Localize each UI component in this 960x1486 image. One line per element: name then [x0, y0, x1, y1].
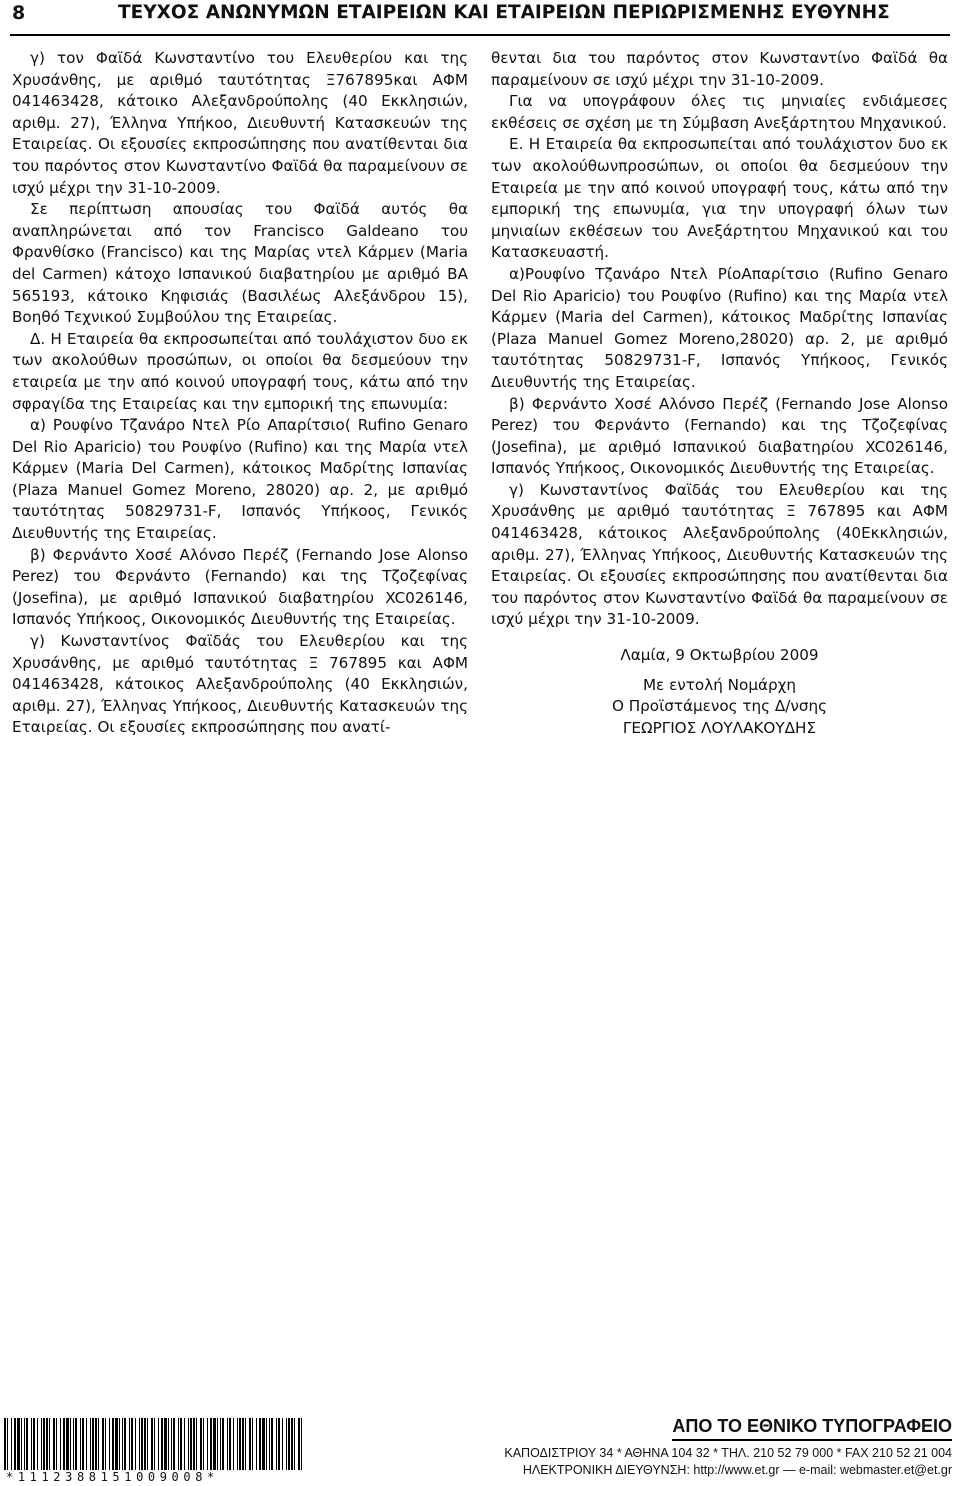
barcode-bar: [252, 1418, 253, 1470]
barcode-bar: [21, 1418, 22, 1470]
printer-address: ΚΑΠΟΔΙΣΤΡΙΟΥ 34 * ΑΘΗΝΑ 104 32 * ΤΗΛ. 210 52 79 000 * FAX 210 52 21 004: [504, 1446, 952, 1460]
barcode-bar: [168, 1418, 169, 1470]
barcode-bar: [129, 1418, 130, 1470]
barcode-bar: [294, 1418, 295, 1470]
barcode-bar: [124, 1418, 126, 1470]
barcode-bar: [63, 1418, 65, 1470]
barcode-bar: [70, 1418, 71, 1470]
barcode-bar: [53, 1418, 55, 1470]
barcode-bar: [249, 1418, 251, 1470]
barcode-bar: [237, 1418, 238, 1470]
paragraph: γ) τον Φαϊδά Κωνσταντίνο του Ελευθερίου και της Χρυσάνθης, με αριθμό ταυτότητας Ξ767895και ΑΦΜ 041463428, κάτοικο Αλεξανδρούπολης (40 Εκκλησιών, αριθμ. 27), Έλληνα Υπήκοο, Διευθυντή Κατασκευών της Εταιρείας. Οι εξουσίες εκπροσώπησης που ανατίθενται δια του παρόντος στον Κωνσταντίνο Φαϊδά θα παραμείνουν σε ισχύ μέχρι την 31-10-2009.: [12, 49, 468, 197]
barcode-bar: [154, 1418, 155, 1470]
paragraph: γ) Κωνσταντίνος Φαϊδάς του Ελευθερίου και της Χρυσάνθης με αριθμό ταυτότητας Ξ 767895 και ΑΦΜ 041463428, κάτοικος Αλεξανδρούπολης (40Εκκλησιών, αριθμ. 27), Έλληνας Υπήκοος, Διευθυντής Κατασκευών της Εταιρείας. Οι εξουσίες εκπροσώπησης που ανατίθενται δια του παρόντος στον Κωνσταντίνο Φαϊδά θα παραμείνουν σε ισχύ μέχρι την 31-10-2009.: [491, 480, 948, 629]
barcode-bar: [282, 1418, 283, 1470]
barcode-bar: [151, 1418, 153, 1470]
barcode-number: *1112388151009008*: [6, 1470, 219, 1484]
paragraph: α)Ρουφίνο Τζανάρο Ντελ ΡίοΑπαρίτσιο (Rufino Genaro Del Rio Aparicio) του Ρουφίνο (Rufino) και της Μαρία ντελ Κάρμεν (Maria del Carmen), κάτοικος Μαδρίτης Ισπανίας (Plaza Manuel Gomez Moreno,28020) αρ. 2, με αριθμό ταυτότητας 50829731-F, Ισπανός Υπήκοος, Γενικός Διευθυντής της Εταιρείας.: [491, 264, 948, 391]
signature-date: Λαμία, 9 Οκτωβρίου 2009: [620, 646, 819, 665]
barcode-bar: [207, 1418, 208, 1470]
barcode-bar: [173, 1418, 175, 1470]
barcode-bar: [196, 1418, 197, 1470]
barcode-bar: [56, 1418, 57, 1470]
barcode-bar: [227, 1418, 228, 1470]
paragraph: θενται δια του παρόντος στον Κωνσταντίνο Φαϊδά θα παραμείνουν σε ισχύ μέχρι την 31-10-2009.: [491, 49, 948, 89]
signatory-name: ΓΕΩΡΓΙΟΣ ΛΟΥΛΑΚΟΥΔΗΣ: [622, 718, 817, 737]
barcode-bar: [229, 1418, 231, 1470]
barcode-bar: [200, 1418, 202, 1470]
barcode-bar: [291, 1418, 293, 1470]
paragraph: Για να υπογράφουν όλες τις μηνιαίες ενδιάμεσες εκθέσεις σε σχέση με τη Σύμβαση Ανεξάρτητου Μηχανικού.: [491, 92, 948, 132]
barcode-bar: [112, 1418, 114, 1470]
paragraph: γ) Κωνσταντίνος Φαϊδάς του Ελευθερίου και της Χρυσάνθης, με αριθμό ταυτότητας Ξ 767895 και ΑΦΜ 041463428, κάτοικος Αλεξανδρούπολης (40 Εκκλησιών, αριθμ. 27), Έλληνας Υπήκοος, Διευθυντής Κατασκευών της Εταιρείας. Οι εξουσίες εκπροσώπησης που ανατί-: [12, 632, 468, 737]
page-footer: [0, 1412, 960, 1486]
barcode-bar: [190, 1418, 192, 1470]
barcode-bar: [139, 1418, 140, 1470]
barcode-bar: [109, 1418, 110, 1470]
barcode-bar: [147, 1418, 148, 1470]
barcode-bar: [288, 1418, 290, 1470]
barcode-bar: [102, 1418, 104, 1470]
barcode-bar: [222, 1418, 224, 1470]
barcode-bar: [135, 1418, 136, 1470]
barcode-bar: [4, 1418, 6, 1470]
barcode: [4, 1418, 304, 1470]
barcode-bar: [262, 1418, 265, 1470]
barcode-bar: [213, 1418, 216, 1470]
barcode-bar: [171, 1418, 172, 1470]
barcode-bar: [298, 1418, 300, 1470]
barcode-bar: [86, 1418, 87, 1470]
barcode-bar: [141, 1418, 143, 1470]
barcode-bar: [276, 1418, 277, 1470]
barcode-bar: [115, 1418, 118, 1470]
barcode-bar: [266, 1418, 267, 1470]
barcode-bar: [43, 1418, 45, 1470]
barcode-bar: [11, 1418, 12, 1470]
barcode-bar: [188, 1418, 189, 1470]
barcode-bar: [193, 1418, 195, 1470]
barcode-bar: [301, 1418, 302, 1470]
paragraph: Ε. Η Εταιρεία θα εκπροσωπείται από τουλάχιστον δυο εκ των ακολούθωνπροσώπων, οι οποίοι θα δεσμεύουν την Εταιρεία με την από κοινού υπογραφή τους, κάτω από την εμπορική της επωνυμία, για την υπογραφή όλων των μηνιαίων εκθέσεων του Ανεξάρτητου Μηχανικού και του Κατασκευαστή.: [491, 135, 948, 262]
barcode-bar: [259, 1418, 261, 1470]
barcode-bar: [122, 1418, 123, 1470]
barcode-bar: [144, 1418, 146, 1470]
right-column: [491, 48, 948, 739]
barcode-bar: [203, 1418, 204, 1470]
printer-name: ΑΠΟ ΤΟ ΕΘΝΙΚΟ ΤΥΠΟΓΡΑΦΕΙΟ: [672, 1416, 952, 1441]
barcode-bar: [41, 1418, 42, 1470]
barcode-bar: [256, 1418, 257, 1470]
page-header: [10, 0, 950, 36]
barcode-bar: [184, 1418, 185, 1470]
barcode-bar: [92, 1418, 94, 1470]
barcode-bar: [31, 1418, 32, 1470]
barcode-bar: [158, 1418, 159, 1470]
paragraph: α) Ρουφίνο Τζανάρο Ντελ Ρίο Απαρίτσιο( Rufino Genaro Del Rio Aparicio) του Ρουφίνο (Rufino) και της Μαρία ντελ Κάρμεν (Maria Del Carmen), κάτοικος Μαδρίτης Ισπανίας (Plaza Manuel Gomez Moreno, 28020) αρ. 2, με αριθμό ταυτότητας 50829731-F, Ισπανός Υπήκοος, Γενικός Διευθυντής της Εταιρείας.: [12, 416, 468, 543]
left-column: [12, 48, 468, 739]
barcode-bar: [14, 1418, 16, 1470]
barcode-bar: [26, 1418, 28, 1470]
barcode-bar: [286, 1418, 287, 1470]
barcode-bar: [33, 1418, 35, 1470]
barcode-bar: [105, 1418, 106, 1470]
barcode-bar: [24, 1418, 25, 1470]
barcode-bar: [210, 1418, 212, 1470]
barcode-bar: [245, 1418, 246, 1470]
barcode-bar: [75, 1418, 77, 1470]
barcode-bar: [82, 1418, 84, 1470]
barcode-bar: [269, 1418, 270, 1470]
running-title: ΤΕΥΧΟΣ ΑΝΩΝΥΜΩΝ ΕΤΑΙΡΕΙΩΝ ΚΑΙ ΕΤΑΙΡΕΙΩΝ ΠΕΡΙΩΡΙΣΜΕΝΗΣ ΕΥΘΥΝΗΣ: [118, 2, 890, 23]
barcode-bar: [217, 1418, 218, 1470]
barcode-bar: [60, 1418, 61, 1470]
barcode-bar: [95, 1418, 97, 1470]
barcode-bar: [180, 1418, 182, 1470]
barcode-bar: [90, 1418, 91, 1470]
signature-line: Με εντολή Νομάρχη: [642, 675, 797, 694]
printer-web-address: ΗΛΕΚΤΡΟΝΙΚΗ ΔΙΕΥΘΥΝΣΗ: http://www.et.gr — e-mail: webmaster.et@et.gr: [522, 1463, 952, 1477]
barcode-bar: [131, 1418, 133, 1470]
barcode-bar: [164, 1418, 167, 1470]
barcode-bar: [37, 1418, 38, 1470]
barcode-bar: [220, 1418, 221, 1470]
page-number: 8: [12, 2, 26, 24]
paragraph: Δ. Η Εταιρεία θα εκπροσωπείται από τουλάχιστον δυο εκ των ακολούθων προσώπων, οι οποίοι θα δεσμεύουν την εταιρεία με την από κοινού υπογραφή τους, κάτω από την σφραγίδα της Εταιρείας και την εμπορική της επωνυμία:: [12, 329, 468, 413]
signature-block: [491, 645, 948, 739]
barcode-bar: [17, 1418, 20, 1470]
barcode-bar: [7, 1418, 8, 1470]
barcode-bar: [73, 1418, 74, 1470]
barcode-bar: [49, 1418, 50, 1470]
paragraph: β) Φερνάντο Χοσέ Αλόνσο Περέζ (Fernando Jose Alonso Perez) του Φερνάντο (Fernando) και της Τζοζεφίνας (Josefina), με αριθμό Ισπανικού διαβατηρίου XC026146, Ισπανός Υπήκοος, Οικονομικός Διευθυντής της Εταιρείας.: [12, 545, 468, 629]
barcode-bar: [161, 1418, 163, 1470]
barcode-bar: [98, 1418, 99, 1470]
barcode-bar: [80, 1418, 81, 1470]
barcode-bar: [233, 1418, 234, 1470]
barcode-bar: [178, 1418, 179, 1470]
paragraph: Σε περίπτωση απουσίας του Φαϊδά αυτός θα αναπληρώνεται από τον Francisco Galdeano του Φρανθίσκο (Francisco) και της Μαρίας ντελ Κάρμεν (Maria del Carmen) κάτοχο Ισπανικού διαβατηρίου με αριθμό ΒΑ 565193, κάτοικο Κηφισιάς (Βασιλέως Αλεξάνδρου 15), Βοηθό Τεχνικού Συμβούλου της Εταιρείας.: [12, 200, 468, 327]
barcode-bar: [239, 1418, 241, 1470]
barcode-bar: [119, 1418, 120, 1470]
barcode-bar: [242, 1418, 244, 1470]
signature-line: Ο Προϊστάμενος της Δ/νσης: [611, 697, 828, 716]
paragraph: β) Φερνάντο Χοσέ Αλόνσο Περέζ (Fernando Jose Alonso Perez) του Φερνάντο (Fernando) και της Τζοζεφίνας (Josefina), με αριθμό Ισπανικού διαβατηρίου XC026146, Ισπανός Υπήκοος, Οικονομικός Διευθυντής της Εταιρείας.: [491, 394, 948, 478]
barcode-bar: [66, 1418, 69, 1470]
barcode-bar: [271, 1418, 273, 1470]
barcode-bar: [46, 1418, 48, 1470]
barcode-bar: [278, 1418, 280, 1470]
